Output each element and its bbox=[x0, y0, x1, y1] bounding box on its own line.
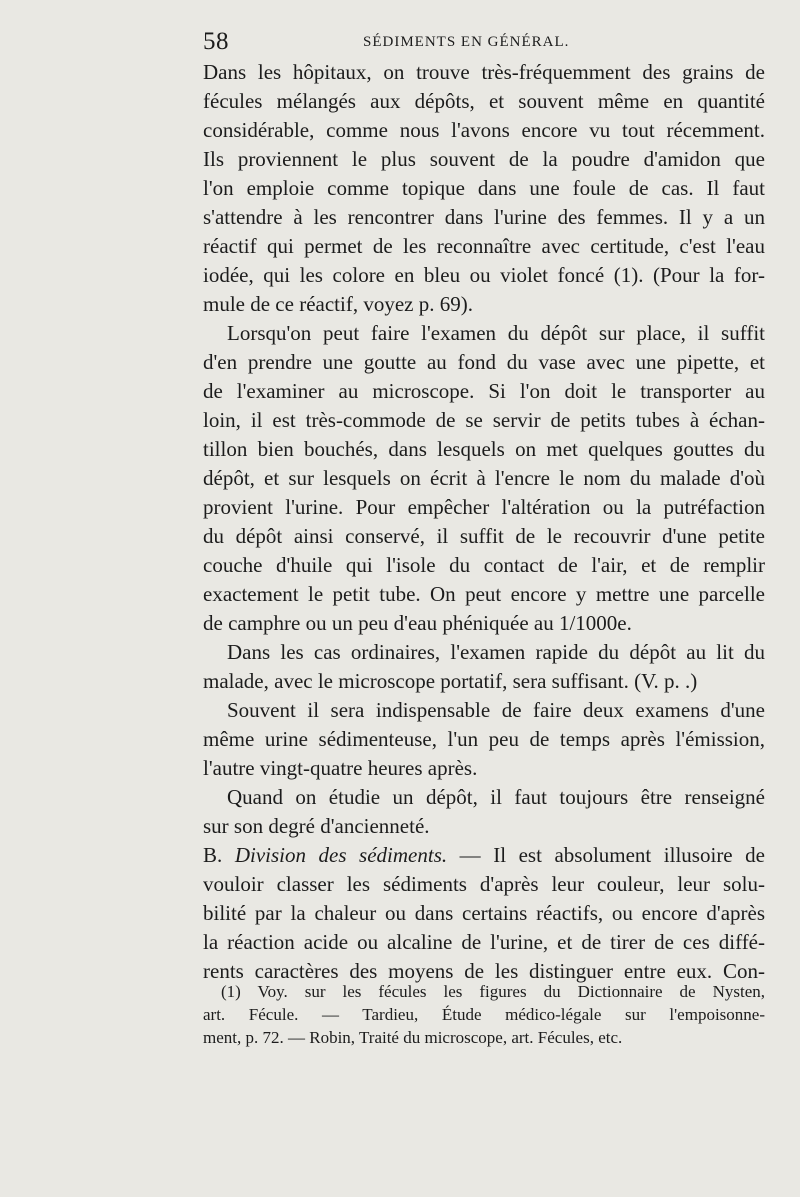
text-line: exactement le petit tube. On peut encore y mettre une parcelle bbox=[203, 582, 765, 606]
footnote-line: art. Fécule. — Tardieu, Étude médico-légale sur l'empoisonne- bbox=[203, 1005, 765, 1024]
text-line: iodée, qui les colore en bleu ou violet foncé (1). (Pour la for- bbox=[203, 263, 765, 287]
text-line: d'en prendre une goutte au fond du vase avec une pipette, et bbox=[203, 350, 765, 374]
text-line: provient l'urine. Pour empêcher l'altération ou la putréfaction bbox=[203, 495, 765, 519]
text-line: dépôt, et sur lesquels on écrit à l'encre le nom du malade d'où bbox=[203, 466, 765, 490]
text-line: considérable, comme nous l'avons encore vu tout récemment. bbox=[203, 118, 765, 142]
footnote-line: ment, p. 72. — Robin, Traité du microscope, art. Fécules, etc. bbox=[203, 1028, 623, 1047]
body-text bbox=[203, 58, 765, 986]
section-label: B. bbox=[203, 843, 235, 867]
text-line: l'autre vingt-quatre heures après. bbox=[203, 756, 478, 780]
page-number: 58 bbox=[203, 28, 229, 55]
text-line: même urine sédimenteuse, l'un peu de temps après l'émission, bbox=[203, 727, 765, 751]
text-line: fécules mélangés aux dépôts, et souvent même en quantité bbox=[203, 89, 765, 113]
text-line: Quand on étudie un dépôt, il faut toujours être renseigné bbox=[227, 785, 765, 809]
text-line: vouloir classer les sédiments d'après leur couleur, leur solu- bbox=[203, 872, 765, 896]
text-line: Lorsqu'on peut faire l'examen du dépôt sur place, il suffit bbox=[227, 321, 765, 345]
text-line: du dépôt ainsi conservé, il suffit de le recouvrir d'une petite bbox=[203, 524, 765, 548]
text-line: s'attendre à les rencontrer dans l'urine des femmes. Il y a un bbox=[203, 205, 765, 229]
section-heading: Division des sédiments. bbox=[234, 843, 448, 867]
division-heading-line bbox=[203, 841, 765, 870]
text-line: tillon bien bouchés, dans lesquels on met quelques gouttes du bbox=[203, 437, 765, 461]
text-line: Ils proviennent le plus souvent de la poudre d'amidon que bbox=[203, 147, 765, 171]
text-line: de camphre ou un peu d'eau phéniquée au 1/1000e. bbox=[203, 611, 632, 635]
text-line: malade, avec le microscope portatif, sera suffisant. (V. p. .) bbox=[203, 669, 698, 693]
footnote-line: (1) Voy. sur les fécules les figures du Dictionnaire de Nysten, bbox=[221, 982, 765, 1001]
text-line: réactif qui permet de les reconnaître avec certitude, c'est l'eau bbox=[203, 234, 765, 258]
text-line: Dans les cas ordinaires, l'examen rapide du dépôt au lit du bbox=[227, 640, 765, 664]
page-header bbox=[203, 26, 765, 60]
text-line: l'on emploie comme topique dans une foule de cas. Il faut bbox=[203, 176, 765, 200]
section-heading-text: — Il est absolument illusoire de bbox=[447, 843, 765, 867]
text-line: mule de ce réactif, voyez p. 69). bbox=[203, 292, 473, 316]
footnote bbox=[203, 980, 765, 1049]
text-line: de l'examiner au microscope. Si l'on doit le transporter au bbox=[203, 379, 765, 403]
text-line: loin, il est très-commode de se servir de petits tubes à échan- bbox=[203, 408, 765, 432]
text-line: rents caractères des moyens de les distinguer entre eux. Con- bbox=[203, 959, 765, 983]
text-line: la réaction acide ou alcaline de l'urine, et de tirer de ces diffé- bbox=[203, 930, 765, 954]
text-line: sur son degré d'ancienneté. bbox=[203, 814, 430, 838]
text-line: Souvent il sera indispensable de faire deux examens d'une bbox=[227, 698, 765, 722]
running-head: SÉDIMENTS EN GÉNÉRAL. bbox=[363, 34, 570, 50]
text-line: bilité par la chaleur ou dans certains réactifs, ou encore d'après bbox=[203, 901, 765, 925]
text-line: couche d'huile qui l'isole du contact de l'air, et de remplir bbox=[203, 553, 765, 577]
text-line: Dans les hôpitaux, on trouve très-fréquemment des grains de bbox=[203, 60, 765, 84]
